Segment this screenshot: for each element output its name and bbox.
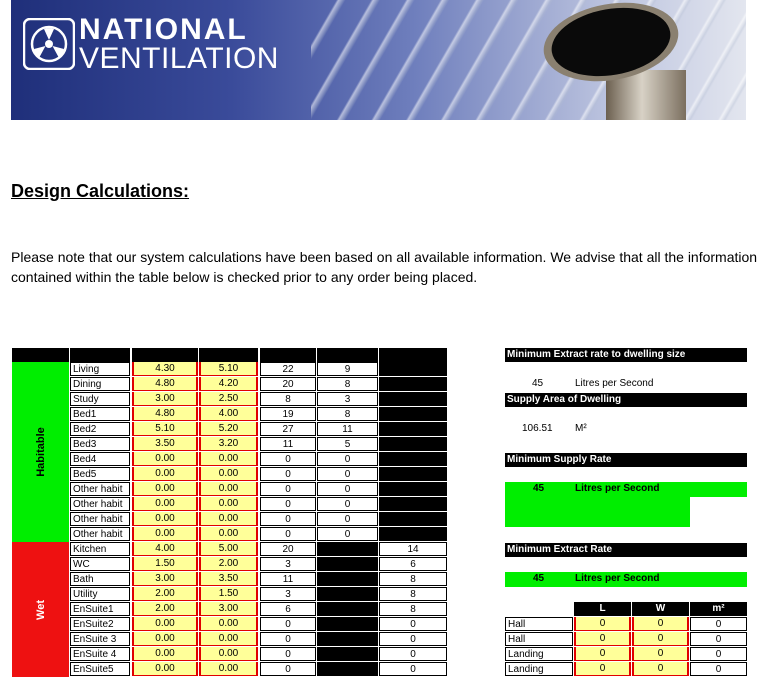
width-input[interactable]: 4.00 [199,407,258,421]
width-input[interactable]: 1.50 [199,587,258,601]
width-input[interactable]: 0.00 [199,482,258,496]
room-name-cell: EnSuite5 [70,662,130,676]
high-rate-cell-empty [379,422,447,436]
hall-name-cell: Hall [505,617,573,631]
hall-area-cell: 0 [690,647,747,661]
room-name-cell: Utility [70,587,130,601]
room-name-cell: Bed4 [70,452,130,466]
table-header-cell [70,348,130,362]
low-rate-cell-empty [317,662,378,676]
room-name-cell: EnSuite 4 [70,647,130,661]
length-input[interactable]: 4.80 [132,407,198,421]
width-input[interactable]: 0.00 [199,632,258,646]
width-input[interactable]: 3.00 [199,602,258,616]
low-rate-cell-empty [317,587,378,601]
page-heading: Design Calculations: [11,181,190,201]
room-name-cell: Study [70,392,130,406]
high-rate-cell-empty [379,497,447,511]
width-input[interactable]: 0.00 [199,497,258,511]
high-rate-cell-empty [379,362,447,376]
low-rate-cell-empty [317,647,378,661]
room-name-cell: Other habit [70,512,130,526]
area-cell: 0 [260,512,316,526]
high-rate-cell: 8 [379,572,447,586]
room-name-cell: Bed5 [70,467,130,481]
fan-logo-icon [23,18,75,70]
low-rate-cell: 9 [317,362,378,376]
room-name-cell: EnSuite2 [70,617,130,631]
hall-length-input[interactable]: 0 [574,647,631,661]
table-header-cell [132,348,198,362]
hall-area-cell: 0 [690,617,747,631]
hall-width-input[interactable]: 0 [632,647,689,661]
room-name-cell: EnSuite 3 [70,632,130,646]
min-supply-highlight [505,497,690,527]
high-rate-cell-empty [379,452,447,466]
width-input[interactable]: 5.20 [199,422,258,436]
high-rate-cell: 8 [379,587,447,601]
hall-name-cell: Landing [505,662,573,676]
high-rate-cell-empty [379,437,447,451]
width-input[interactable]: 0.00 [199,662,258,676]
table-header-cell [379,348,447,362]
hall-name-cell: Hall [505,632,573,646]
room-name-cell: Other habit [70,497,130,511]
length-input[interactable]: 2.00 [132,602,198,616]
width-input[interactable]: 0.00 [199,452,258,466]
room-name-cell: Dining [70,377,130,391]
brand-name-line2: VENTILATION [79,42,279,75]
room-name-cell: Other habit [70,527,130,541]
hall-length-input[interactable]: 0 [574,632,631,646]
high-rate-cell-empty [379,392,447,406]
length-input[interactable]: 4.00 [132,542,198,556]
width-input[interactable]: 4.20 [199,377,258,391]
hall-header-cell: m² [690,602,747,616]
area-cell: 0 [260,632,316,646]
length-input[interactable]: 3.50 [132,437,198,451]
vent-pipe-image [536,0,746,120]
hall-length-input[interactable]: 0 [574,617,631,631]
length-input[interactable]: 0.00 [132,527,198,541]
area-cell: 0 [260,662,316,676]
length-input[interactable]: 3.00 [132,572,198,586]
supply-area-unit: M² [575,423,587,434]
length-input[interactable]: 0.00 [132,662,198,676]
high-rate-cell-empty [379,482,447,496]
high-rate-cell: 6 [379,557,447,571]
length-input[interactable]: 0.00 [132,617,198,631]
high-rate-cell-empty [379,512,447,526]
table-header-cell [317,348,378,362]
supply-area-value: 106.51 [522,423,553,434]
width-input[interactable]: 2.00 [199,557,258,571]
min-supply-value: 45 [533,483,545,494]
area-cell: 22 [260,362,316,376]
low-rate-cell: 8 [317,377,378,391]
hall-width-input[interactable]: 0 [632,617,689,631]
width-input[interactable]: 5.00 [199,542,258,556]
area-cell: 0 [260,647,316,661]
min-extract-title: Minimum Extract Rate [505,543,747,557]
high-rate-cell: 0 [379,647,447,661]
min-extract-bar [505,572,747,587]
length-input[interactable]: 0.00 [132,647,198,661]
width-input[interactable]: 0.00 [199,512,258,526]
length-input[interactable]: 0.00 [132,452,198,466]
low-rate-cell: 0 [317,467,378,481]
length-input[interactable]: 0.00 [132,467,198,481]
area-cell: 3 [260,587,316,601]
min-extract-dwelling-value: 45 [532,378,544,389]
min-supply-unit: Litres per Second [575,483,660,494]
area-cell: 27 [260,422,316,436]
hall-area-cell: 0 [690,662,747,676]
min-extract-value: 45 [533,573,545,584]
high-rate-cell-empty [379,407,447,421]
low-rate-cell: 5 [317,437,378,451]
area-cell: 20 [260,377,316,391]
area-cell: 8 [260,392,316,406]
room-name-cell: Bath [70,572,130,586]
room-name-cell: Other habit [70,482,130,496]
hall-header-cell: W [632,602,689,616]
area-cell: 0 [260,527,316,541]
room-name-cell: Bed2 [70,422,130,436]
area-cell: 6 [260,602,316,616]
table-header-cell [260,348,316,362]
width-input[interactable]: 0.00 [199,647,258,661]
min-extract-dwelling-title: Minimum Extract rate to dwelling size [505,348,747,362]
min-extract-unit: Litres per Second [575,573,660,584]
high-rate-cell-empty [379,377,447,391]
width-input[interactable]: 0.00 [199,617,258,631]
area-cell: 3 [260,557,316,571]
hall-width-input[interactable]: 0 [632,662,689,676]
high-rate-cell-empty [379,527,447,541]
length-input[interactable]: 0.00 [132,482,198,496]
length-input[interactable]: 0.00 [132,497,198,511]
area-cell: 0 [260,467,316,481]
min-supply-title: Minimum Supply Rate [505,453,747,467]
room-name-cell: Kitchen [70,542,130,556]
area-cell: 0 [260,497,316,511]
type-group-habitable [12,362,69,542]
area-cell: 0 [260,482,316,496]
high-rate-cell: 14 [379,542,447,556]
low-rate-cell: 0 [317,527,378,541]
type-label: Habitable [34,427,47,477]
header-banner [11,0,746,120]
hall-area-cell: 0 [690,632,747,646]
low-rate-cell: 0 [317,497,378,511]
room-name-cell: Bed1 [70,407,130,421]
length-input[interactable]: 3.00 [132,392,198,406]
length-input[interactable]: 1.50 [132,557,198,571]
supply-area-title: Supply Area of Dwelling [505,393,747,407]
area-cell: 11 [260,437,316,451]
length-input[interactable]: 2.00 [132,587,198,601]
low-rate-cell-empty [317,617,378,631]
area-cell: 19 [260,407,316,421]
high-rate-cell: 0 [379,662,447,676]
width-input[interactable]: 3.50 [199,572,258,586]
notice-paragraph: Please note that our system calculations have been based on all available information. We advise that all the information contained within the table below is checked prior to any order being placed. [11,249,758,285]
room-name-cell: Bed3 [70,437,130,451]
width-input[interactable]: 5.10 [199,362,258,376]
area-cell: 0 [260,617,316,631]
length-input[interactable]: 5.10 [132,422,198,436]
width-input[interactable]: 0.00 [199,467,258,481]
room-name-cell: Living [70,362,130,376]
area-cell: 11 [260,572,316,586]
area-cell: 20 [260,542,316,556]
type-group-wet [12,542,69,677]
type-label: Wet [34,599,47,620]
length-input[interactable]: 0.00 [132,512,198,526]
low-rate-cell-empty [317,557,378,571]
high-rate-cell: 0 [379,632,447,646]
room-name-cell: EnSuite1 [70,602,130,616]
width-input[interactable]: 0.00 [199,527,258,541]
low-rate-cell: 0 [317,512,378,526]
low-rate-cell-empty [317,572,378,586]
high-rate-cell: 8 [379,602,447,616]
low-rate-cell: 0 [317,482,378,496]
width-input[interactable]: 2.50 [199,392,258,406]
low-rate-cell: 11 [317,422,378,436]
brand-name-line1: NATIONAL [79,13,248,46]
length-input[interactable]: 4.80 [132,377,198,391]
hall-header-cell: L [574,602,631,616]
length-input[interactable]: 0.00 [132,632,198,646]
high-rate-cell-empty [379,467,447,481]
hall-length-input[interactable]: 0 [574,662,631,676]
table-header-cell [199,348,258,362]
min-supply-bar [505,482,747,497]
low-rate-cell-empty [317,632,378,646]
low-rate-cell: 0 [317,452,378,466]
low-rate-cell-empty [317,602,378,616]
length-input[interactable]: 4.30 [132,362,198,376]
low-rate-cell: 8 [317,407,378,421]
hall-name-cell: Landing [505,647,573,661]
high-rate-cell: 0 [379,617,447,631]
min-extract-dwelling-unit: Litres per Second [575,378,654,389]
table-header-cell [12,348,69,362]
low-rate-cell: 3 [317,392,378,406]
hall-width-input[interactable]: 0 [632,632,689,646]
area-cell: 0 [260,452,316,466]
width-input[interactable]: 3.20 [199,437,258,451]
low-rate-cell-empty [317,542,378,556]
room-name-cell: WC [70,557,130,571]
